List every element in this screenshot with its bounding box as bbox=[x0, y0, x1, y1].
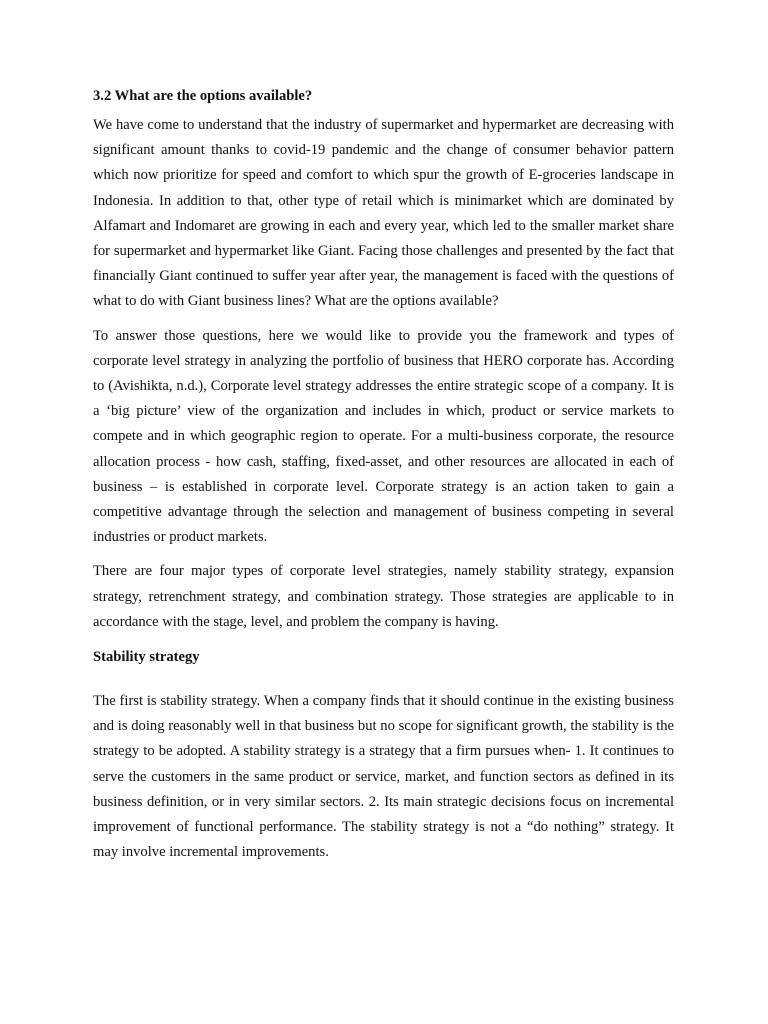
section-heading: 3.2 What are the options available? bbox=[93, 88, 313, 104]
paragraph-corporate-strategy: To answer those questions, here we would like to provide you the framework and types of corporate level strategy in analyzing the portfolio of business that HERO corporate has. According to (Avishikta, n.d.), Corporate level strategy addresses the entire strategic scope of a company. It is a ‘big picture’ view of the organization and includes in which, product or service markets to compete and in which geographic region to operate. For a multi-business corporate, the resource allocation process - how cash, staffing, fixed-asset, and other resources are allocated in each of business – is established in corporate level. Corporate strategy is an action taken to gain a competitive advantage through the selection and management of business competing in several industries or product markets. bbox=[93, 327, 674, 546]
paragraph-options-intro: We have come to understand that the industry of supermarket and hypermarket are decreasing with significant amount thanks to covid-19 pandemic and the change of consumer behavior pattern which now prioritize for speed and comfort to which spur the growth of E-groceries landscape in Indonesia. In addition to that, other type of retail which is minimarket which are dominated by Alfamart and Indomaret are growing in each and every year, which led to the smaller market share for supermarket and hypermarket like Giant. Facing those challenges and presented by the fact that financially Giant continued to suffer year after year, the management is faced with the questions of what to do with Giant business lines? What are the options available? bbox=[93, 117, 674, 310]
stability-strategy-heading: Stability strategy bbox=[93, 649, 200, 666]
document-page bbox=[93, 84, 674, 874]
paragraph-strategy-types: There are four major types of corporate level strategies, namely stability strategy, expansion strategy, retrenchment strategy, and combination strategy. Those strategies are applicable to in accordance with the stage, level, and problem the company is having. bbox=[93, 563, 674, 630]
paragraph-stability-strategy: The first is stability strategy. When a company finds that it should continue in the existing business and is doing reasonably well in that business but no scope for significant growth, the stability is the strategy to be adopted. A stability strategy is a strategy that a firm pursues when- 1. It continues to serve the customers in the same product or service, market, and function sectors as defined in its business definition, or in very similar sectors. 2. Its main strategic decisions focus on incremental improvement of functional performance. The stability strategy is not a “do nothing” strategy. It may involve incremental improvements. bbox=[93, 693, 674, 861]
